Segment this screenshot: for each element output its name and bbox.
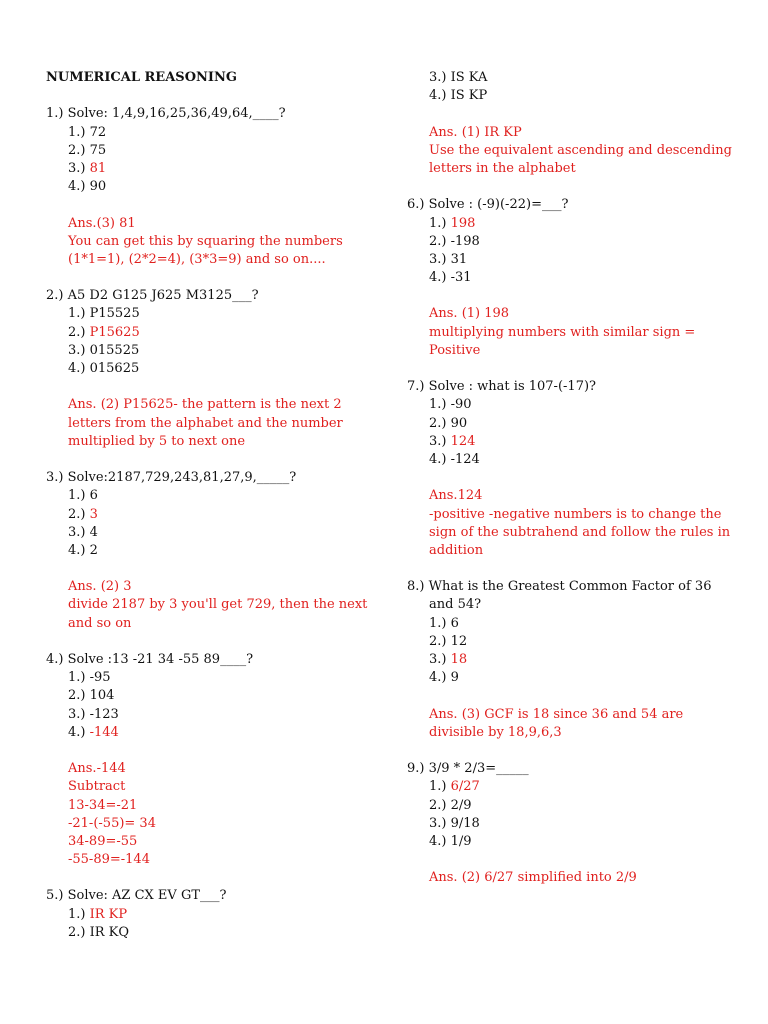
option-correct: 1.) IR KP — [68, 906, 128, 922]
option: 4.) 1/9 — [429, 833, 472, 849]
right-column — [407, 69, 737, 887]
question-2: 2.) A5 D2 G125 J625 M3125___? — [46, 288, 259, 304]
option: 1.) 6 — [429, 615, 459, 631]
option: 2.) 104 — [68, 688, 115, 704]
option: 2.) -198 — [429, 233, 480, 249]
option-correct: 4.) -144 — [68, 724, 119, 740]
option: 3.) 31 — [429, 251, 468, 267]
question-5: 5.) Solve: AZ CX EV GT___? — [46, 888, 227, 904]
answer-line: Ans.-144 — [68, 761, 126, 777]
answer-line: Ans. (3) GCF is 18 since 36 and 54 are — [429, 706, 684, 722]
option: 1.) P15525 — [68, 306, 140, 322]
question-4: 4.) Solve :13 -21 34 -55 89____? — [46, 652, 254, 667]
option: 4.) -124 — [429, 451, 480, 467]
question-3: 3.) Solve:2187,729,243,81,27,9,_____? — [46, 470, 297, 486]
answer-line: Ans.124 — [429, 488, 483, 504]
option: 1.) 6 — [68, 488, 98, 504]
answer-line: Positive — [429, 342, 481, 358]
answer-line: You can get this by squaring the numbers — [68, 233, 343, 249]
option: 1.) -90 — [429, 397, 472, 413]
answer-line: -positive -negative numbers is to change the — [429, 506, 722, 522]
answer-line: Ans. (2) 3 — [68, 579, 132, 595]
option: 2.) 75 — [68, 142, 107, 158]
question-7: 7.) Solve : what is 107-(-17)? — [407, 379, 597, 395]
option: 1.) 72 — [68, 124, 107, 140]
question-8-continued: and 54? — [429, 597, 482, 613]
option: 2.) IR KQ — [68, 924, 130, 940]
option: 4.) 9 — [429, 670, 459, 686]
option-correct: 3.) 81 — [68, 160, 107, 176]
answer-line: -21-(-55)= 34 — [68, 815, 156, 831]
answer-line: multiplied by 5 to next one — [68, 433, 246, 449]
answer-line: divisible by 18,9,6,3 — [429, 724, 562, 740]
question-8: 8.) What is the Greatest Common Factor of 36 — [407, 579, 712, 595]
option-correct: 1.) 198 — [429, 215, 476, 231]
answer-line: 13-34=-21 — [68, 797, 138, 813]
answer-line: Ans. (1) IR KP — [429, 124, 522, 140]
option: 2.) 12 — [429, 633, 468, 649]
question-9: 9.) 3/9 * 2/3=_____ — [407, 761, 529, 777]
option: 3.) 4 — [68, 524, 98, 540]
option: 4.) IS KP — [429, 88, 488, 104]
answer-line: Subtract — [68, 779, 126, 795]
answer-line: addition — [429, 542, 484, 558]
option-correct: 1.) 6/27 — [429, 779, 480, 795]
answer-line: Ans. (2) 6/27 simplified into 2/9 — [429, 870, 637, 886]
question-6: 6.) Solve : (-9)(-22)=___? — [407, 197, 569, 213]
answer-line: Ans. (2) P15625- the pattern is the next 2 — [68, 397, 342, 413]
answer-line: (1*1=1), (2*2=4), (3*3=9) and so on.... — [68, 251, 326, 267]
option: 3.) -123 — [68, 706, 119, 722]
option: 4.) 015625 — [68, 361, 140, 376]
option: 3.) 9/18 — [429, 815, 480, 831]
answer-line: Ans. (1) 198 — [429, 306, 510, 322]
answer-line: multiplying numbers with similar sign = — [429, 324, 696, 340]
option-correct: 2.) P15625 — [68, 324, 140, 340]
answer-line: Use the equivalent ascending and descending — [429, 142, 732, 158]
option-correct: 3.) 18 — [429, 652, 468, 667]
option: 2.) 2/9 — [429, 797, 472, 813]
page-title: NUMERICAL REASONING — [46, 70, 237, 85]
option: 3.) IS KA — [429, 70, 488, 85]
option-correct: 3.) 124 — [429, 433, 476, 449]
answer-line: and so on — [68, 615, 132, 631]
answer-line: -55-89=-144 — [68, 852, 150, 868]
answer-line: letters from the alphabet and the number — [68, 415, 343, 431]
option: 4.) 2 — [68, 542, 98, 558]
answer-line: divide 2187 by 3 you'll get 729, then the next — [68, 597, 368, 613]
option: 4.) -31 — [429, 270, 472, 286]
option: 2.) 90 — [429, 415, 468, 431]
answer-line: 34-89=-55 — [68, 833, 138, 849]
option: 3.) 015525 — [68, 342, 140, 358]
option: 4.) 90 — [68, 179, 107, 195]
answer-line: Ans.(3) 81 — [68, 215, 136, 231]
question-1: 1.) Solve: 1,4,9,16,25,36,49,64,____? — [46, 106, 286, 122]
option: 1.) -95 — [68, 670, 111, 686]
answer-line: letters in the alphabet — [429, 160, 576, 176]
left-column — [46, 69, 366, 942]
option-correct: 2.) 3 — [68, 506, 98, 522]
answer-line: sign of the subtrahend and follow the rules in — [429, 524, 731, 540]
